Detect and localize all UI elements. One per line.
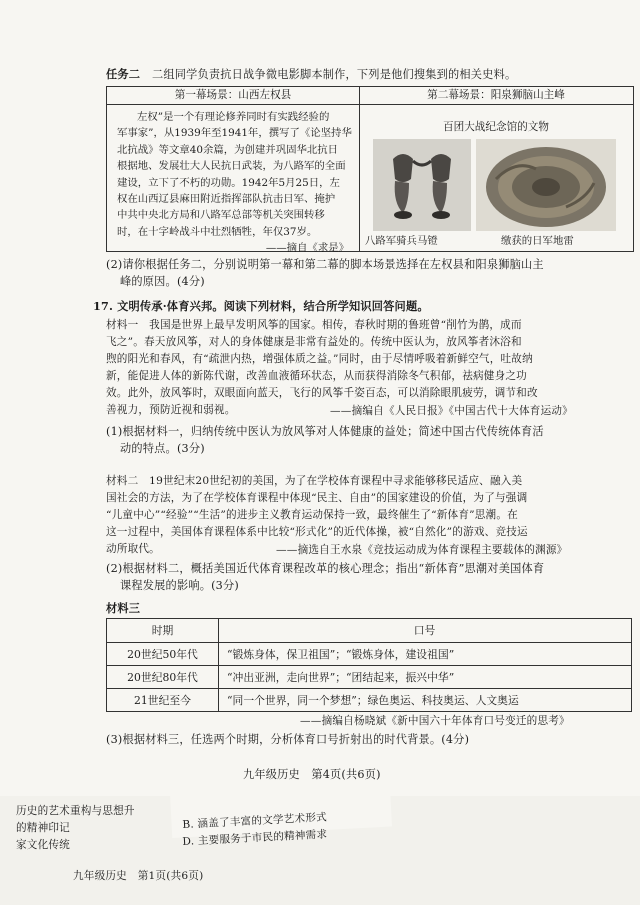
scene-table <box>106 86 634 255</box>
scene1-line: 北抗战》等文章40余篇，为创建并巩固华北抗日 <box>117 143 339 156</box>
slogan-text: “冲出亚洲，走向世界”；“团结起来，振兴中华” <box>227 671 455 684</box>
material1-line: 煦的阳光和春风，有“疏泄内热，增强体质之益。”同时，由于尽情呼吸着新鲜空气，吐故纳 <box>106 353 533 365</box>
task2-intro <box>106 66 516 83</box>
slogan-header-period: 时期 <box>151 624 174 637</box>
scene2-header: 第二幕场景：阳泉狮脑山主峰 <box>427 89 565 101</box>
material1-line: 材料一 我国是世界上最早发明风筝的国家。相传，春秋时期的鲁班曾“削竹为鹊，成而 <box>106 319 522 331</box>
material3-label: 材料三 <box>106 601 141 615</box>
material2-line: “儿童中心”“经验”“生活”的进步主义教育运动保持一致，最终催生了“新体育”思潮。在 <box>106 509 518 521</box>
scene1-line: 建设，立下了不朽的功勋。1942年5月25日，左 <box>117 176 340 189</box>
stirrup-photo <box>373 139 471 231</box>
task2-question-cont: 峰的原因。(4分) <box>120 275 205 288</box>
scene1-text <box>117 109 353 257</box>
material2-line: 动所取代。 <box>106 543 160 555</box>
q17-3: (3)根据材料三，任选两个时期，分析体育口号折射出的时代背景。(4分) <box>106 733 470 746</box>
task2-intro-text: 二组同学负责抗日战争微电影脚本制作，下列是他们搜集到的相关史料。 <box>151 68 517 81</box>
q17-1-line: 动的特点。(3分) <box>120 442 205 455</box>
material1-line: 新，能促进人体的新陈代谢，改善血液循环状态，从而获得消除冬气积郁，祛病健身之功 <box>106 370 527 382</box>
scene1-source: ——摘自《求是》 <box>265 242 349 255</box>
table-row <box>107 642 631 666</box>
scene1-header: 第一幕场景：山西左权县 <box>174 89 292 101</box>
under-option-d: D. 主要服务于市民的精神需求 <box>182 828 328 848</box>
material1-line: 效。此外，放风筝时，双眼面向蓝天，飞行的风筝千姿百态，可以消除眼肌疲劳，调节和改 <box>106 387 538 399</box>
scene1-line: 根据地、发展壮大人民抗日武装，为八路军的全面 <box>117 160 346 173</box>
stirrup-image <box>373 139 471 231</box>
slogan-period: 20世纪80年代 <box>127 671 198 684</box>
table-row <box>107 688 631 713</box>
slogan-period: 20世纪50年代 <box>127 648 198 661</box>
q17-2-line: (2)根据材料二，概括美国近代体育课程改革的核心理念；指出“新体育”思潮对美国体育 <box>106 562 545 575</box>
task2-question: (2)请你根据任务二，分别说明第一幕和第二幕的脚本场景选择在左权县和阳泉狮脑山主 <box>106 258 544 271</box>
material1-source: ——摘编自《人民日报》《中国古代十大体育运动》 <box>330 405 573 417</box>
slogan-text: “同一个世界，同一个梦想”；绿色奥运、科技奥运、人文奥运 <box>227 694 519 707</box>
landmine-image <box>476 139 616 231</box>
material2-source: ——摘选自王水泉《竞技运动成为体育课程主要载体的渊源》 <box>276 544 568 556</box>
q17-1-line: (1)根据材料一，归纳传统中医认为放风筝对人体健康的益处；简述中国古代传统体育活 <box>106 425 544 438</box>
under-left-line: 的精神印记 <box>16 822 70 834</box>
slogan-period: 21世纪至今 <box>134 694 191 707</box>
q17-title: 17. 文明传承·体育兴邦。阅读下列材料，结合所学知识回答问题。 <box>93 299 429 313</box>
task2-label: 任务二 <box>106 67 141 81</box>
material2-line: 材料二 19世纪末20世纪初的美国，为了在学校体育课程中寻求能够移民适应、融入美 <box>106 475 523 487</box>
q17-2-line: 课程发展的影响。(3分) <box>120 579 239 592</box>
scene1-line: 时，在十字岭战斗中壮烈牺牲，年仅37岁。 <box>117 225 318 238</box>
landmine-photo <box>476 139 616 231</box>
material3-source: ——摘编自杨晓斌《新中国六十年体育口号变迁的思考》 <box>300 715 570 727</box>
slogan-header-slogan: 口号 <box>413 624 436 637</box>
caption-landmine: 缴获的日军地雷 <box>501 235 574 247</box>
caption-stirrup: 八路军骑兵马镫 <box>365 235 438 247</box>
scene1-line: 军事家”，从1939年至1941年，撰写了《论坚持华 <box>117 127 352 140</box>
under-option-b: B. 涵盖了丰富的文学艺术形式 <box>182 811 328 831</box>
scene1-line: 权在山西辽县麻田附近指挥部队抗击日军、掩护 <box>117 193 336 206</box>
scene2-title: 百团大战纪念馆的文物 <box>443 121 549 133</box>
under-left-line: 家文化传统 <box>16 839 70 851</box>
material2-line: 国社会的方法，为了在学校体育课程中体现“民主、自由”的国家建设的价值，为了与强调 <box>106 492 528 504</box>
under-left-line: 历史的艺术重构与思想升 <box>16 805 135 817</box>
scene-divider <box>359 87 360 251</box>
scene1-line: 左权”是一个有理论修养同时有实践经验的 <box>137 111 330 123</box>
scene1-line: 中共中央北方局和八路军总部等机关突围转移 <box>117 209 325 222</box>
slogan-text: “锻炼身体，保卫祖国”；“锻炼身体，建设祖国” <box>227 648 455 661</box>
material2-line: 这一过程中，美国体育课程体系中比较“形式化”的近代体操，被“自然化”的游戏、竞技运 <box>106 526 528 538</box>
under-footer: 九年级历史 第1页(共6页) <box>73 870 204 882</box>
slogan-table <box>106 618 632 712</box>
material1-line: 飞之”。春天放风筝，对人的身体健康是非常有益处的。传统中医认为，放风筝者沐浴和 <box>106 336 522 348</box>
material1-line: 善视力，预防近视和弱视。 <box>106 404 236 416</box>
page-footer: 九年级历史 第4页(共6页) <box>243 768 381 781</box>
table-row <box>107 665 631 689</box>
scene-table-header <box>107 87 633 105</box>
